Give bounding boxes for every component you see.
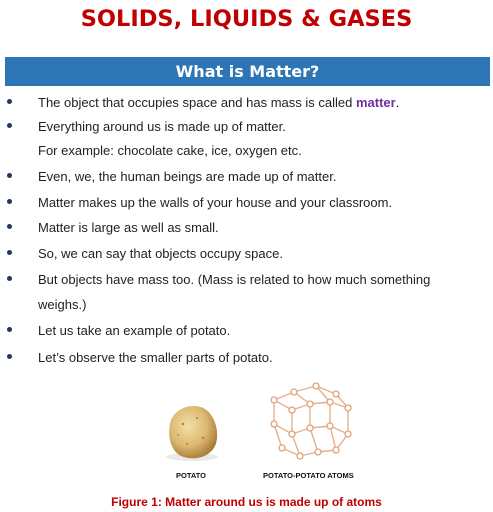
bullet-dot xyxy=(7,327,12,332)
bullet-text: Matter makes up the walls of your house and your classroom. xyxy=(38,195,393,210)
figure-caption: Figure 1: Matter around us is made up of atoms xyxy=(111,495,382,509)
bullet-text: So, we can say that objects occupy space. xyxy=(38,246,283,261)
bullet-dot xyxy=(7,123,12,128)
bullet-dot xyxy=(7,354,12,359)
atoms-lattice-image xyxy=(264,380,356,462)
figure xyxy=(0,375,493,512)
bullet-text: For example: chocolate cake, ice, oxygen etc. xyxy=(38,143,302,158)
bullet-dot xyxy=(7,276,12,281)
bullet-dot xyxy=(7,199,12,204)
keyword-matter: matter xyxy=(355,95,396,110)
bullet-text: Let’s observe the smaller parts of potato. xyxy=(38,350,273,365)
potato-image xyxy=(163,402,221,462)
atoms-label: POTATO-POTATO ATOMS xyxy=(263,471,354,480)
bullet-text: Even, we, the human beings are made up of matter. xyxy=(38,169,337,184)
bullet-text: Let us take an example of potato. xyxy=(38,323,231,338)
bullet-dot xyxy=(7,250,12,255)
bullet-text: Matter is large as well as small. xyxy=(38,220,219,235)
section-heading-banner: What is Matter? xyxy=(5,57,490,86)
bullet-text: Everything around us is made up of matter. xyxy=(38,119,286,134)
bullet-dot xyxy=(7,224,12,229)
bullet-dot xyxy=(7,173,12,178)
bullet-dot xyxy=(7,99,12,104)
bullet-text: weighs.) xyxy=(38,297,87,312)
bullet-text: The object that occupies space and has mass is called matter. xyxy=(38,95,400,110)
potato-label: POTATO xyxy=(176,471,206,480)
bullet-text: But objects have mass too. (Mass is related to how much something xyxy=(38,272,431,287)
page-title: SOLIDS, LIQUIDS & GASES xyxy=(80,6,413,32)
